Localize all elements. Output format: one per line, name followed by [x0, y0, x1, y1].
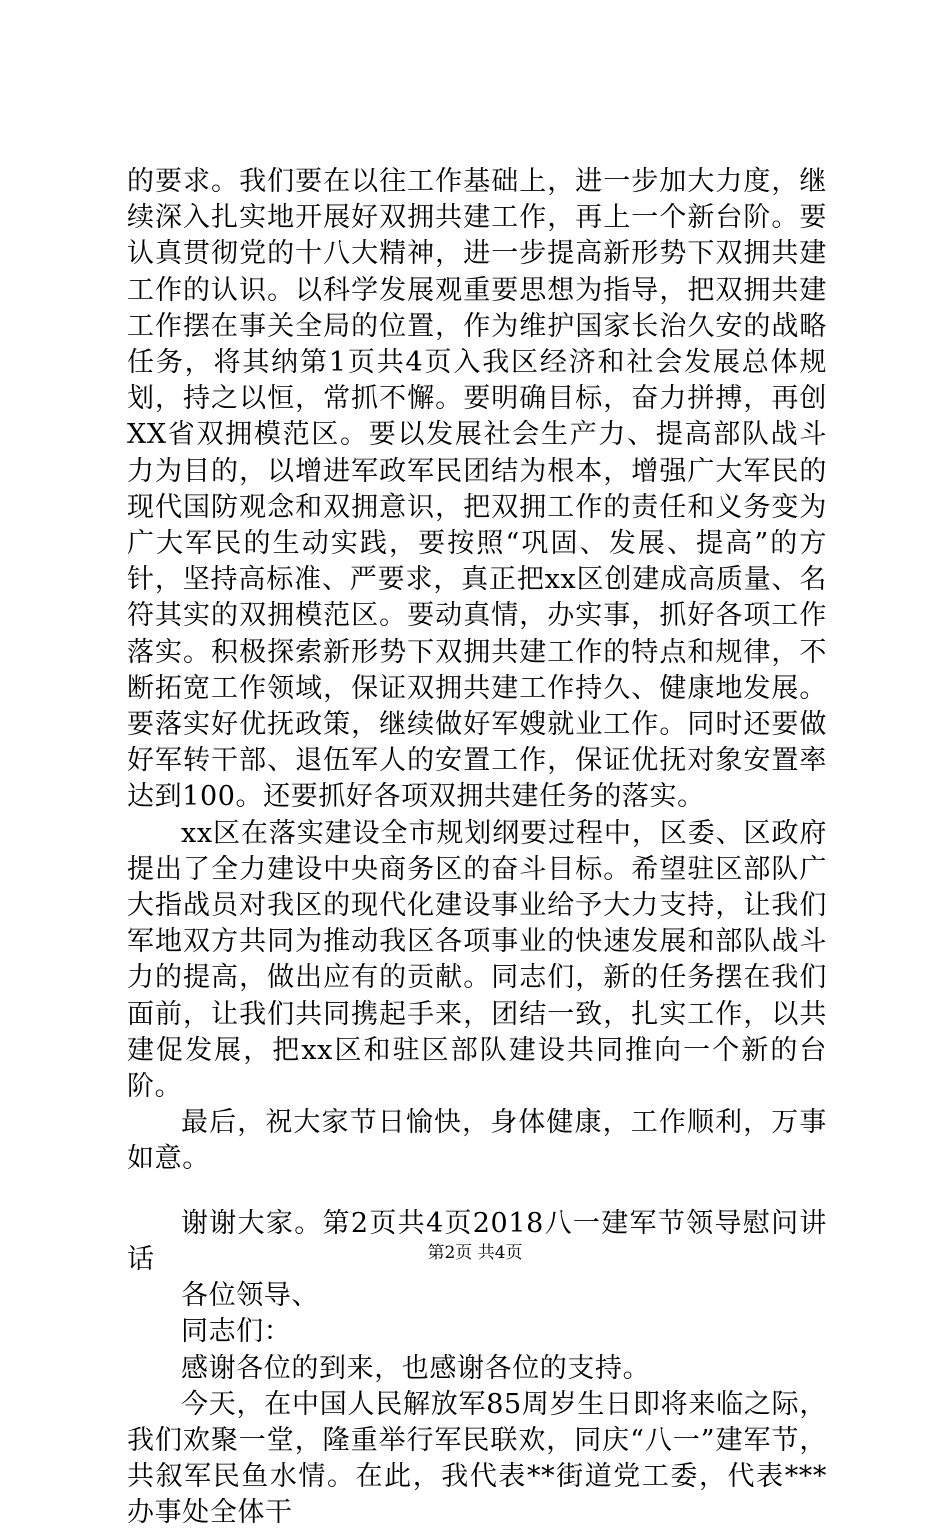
opening-thanks: 感谢各位的到来，也感谢各位的支持。	[181, 1352, 651, 1384]
body-paragraph-speech: 今天，在中国人民解放军85周岁生日即将来临之际，我们欢聚一堂，隆重举行军民联欢，同庆“八一”建军节，共叙军民鱼水情。在此，我代表**街道党工委，代表***办事处全体干	[127, 1388, 827, 1529]
thanks-and-title-line: 谢谢大家。第2页共4页2018八一建军节领导慰问讲话	[127, 1207, 827, 1275]
salutation-comrades: 同志们：	[181, 1316, 292, 1348]
page-footer: 第2页 共4页	[427, 1243, 523, 1263]
salutation-leaders: 各位领导、	[181, 1280, 319, 1312]
closing-wishes: 最后，祝大家节日愉快，身体健康，工作顺利，万事如意。	[127, 1107, 827, 1175]
paragraph-gap	[127, 1178, 827, 1206]
document-body	[127, 164, 827, 1532]
body-paragraph-1: 的要求。我们要在以往工作基础上，进一步加大力度，继续深入扎实地开展好双拥共建工作，再上一个新台阶。要认真贯彻党的十八大精神，进一步提高新形势下双拥共建工作的认识。以科学发展观重要思想为指导，把双拥共建工作摆在事关全局的位置，作为维护国家长治久安的战略任务，将其纳第1页共4页入我区经济和社会发展总体规划，持之以恒，常抓不懈。要明确目标，奋力拼搏，再创XX省双拥模范区。要以发展社会生产力、提高部队战斗力为目的，以增进军政军民团结为根本，增强广大军民的现代国防观念和双拥意识，把双拥工作的责任和义务变为广大军民的生动实践，要按照“巩固、发展、提高”的方针，坚持高标准、严要求，真正把xx区创建成高质量、名符其实的双拥模范区。要动真情，办实事，抓好各项工作落实。积极探索新形势下双拥共建工作的特点和规律，不断拓宽工作领域，保证双拥共建工作持久、健康地发展。要落实好优抚政策，继续做好军嫂就业工作。同时还要做好军转干部、退伍军人的安置工作，保证优抚对象安置率达到100。还要抓好各项双拥共建任务的落实。	[127, 166, 827, 813]
body-paragraph-2: xx区在落实建设全市规划纲要过程中，区委、区政府提出了全力建设中央商务区的奋斗目标。希望驻区部队广大指战员对我区的现代化建设事业给予大力支持，让我们军地双方共同为推动我区各项事业的快速发展和部队战斗力的提高，做出应有的贡献。同志们，新的任务摆在我们面前，让我们共同携起手来，团结一致，扎实工作，以共建促发展，把xx区和驻区部队建设共同推向一个新的台阶。	[127, 817, 827, 1103]
